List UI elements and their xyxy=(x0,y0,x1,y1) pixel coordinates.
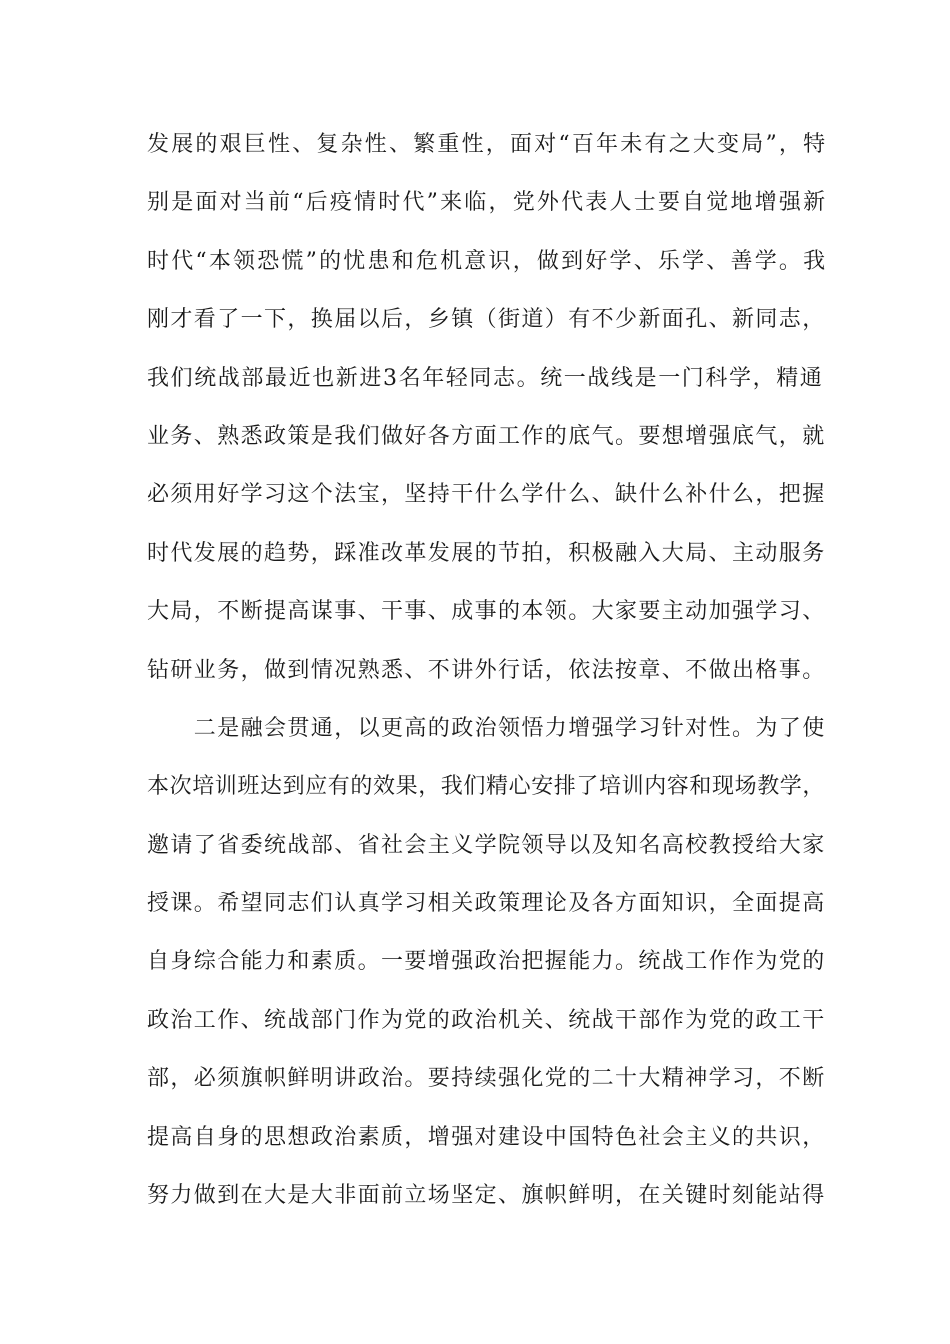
text-line: 政治工作、统战部门作为党的政治机关、统战干部作为党的政工干 xyxy=(147,1007,826,1033)
text-line: 时代发展的趋势，踩准改革发展的节拍，积极融入大局、主动服务 xyxy=(147,540,826,566)
paragraph-2 xyxy=(147,707,826,1233)
text-line: 自身综合能力和素质。一要增强政治把握能力。统战工作作为党的 xyxy=(147,949,826,975)
text-line: 时代“本领恐慌”的忧患和危机意识，做到好学、乐学、善学。我 xyxy=(147,248,828,274)
text-line: 刚才看了一下，换届以后，乡镇（街道）有不少新面孔、新同志， xyxy=(147,307,826,333)
text-line: 发展的艰巨性、复杂性、繁重性，面对“百年未有之大变局”，特 xyxy=(147,132,828,157)
text-line: 业务、熟悉政策是我们做好各方面工作的底气。要想增强底气，就 xyxy=(147,423,826,449)
text-line: 大局，不断提高谋事、干事、成事的本领。大家要主动加强学习、 xyxy=(147,599,826,625)
text-line: 钻研业务，做到情况熟悉、不讲外行话，依法按章、不做出格事。 xyxy=(147,657,826,683)
text-line: 别是面对当前“后疫情时代”来临，党外代表人士要自觉地增强新 xyxy=(147,190,828,216)
text-line: 本次培训班达到应有的效果，我们精心安排了培训内容和现场教学， xyxy=(147,774,826,800)
text-line: 提高自身的思想政治素质，增强对建设中国特色社会主义的共识， xyxy=(147,1124,826,1150)
text-line: 部，必须旗帜鲜明讲政治。要持续强化党的二十大精神学习，不断 xyxy=(147,1066,826,1092)
paragraph-1 xyxy=(147,123,828,707)
text-line: 必须用好学习这个法宝，坚持干什么学什么、缺什么补什么，把握 xyxy=(147,482,826,508)
document-body xyxy=(147,123,828,1232)
text-line: 二是融会贯通，以更高的政治领悟力增强学习针对性。为了使 xyxy=(147,715,826,741)
text-line: 授课。希望同志们认真学习相关政策理论及各方面知识，全面提高 xyxy=(147,891,826,917)
text-line: 我们统战部最近也新进3名年轻同志。统一战线是一门科学，精通 xyxy=(147,365,824,391)
text-line: 邀请了省委统战部、省社会主义学院领导以及知名高校教授给大家 xyxy=(147,832,826,858)
text-line: 努力做到在大是大非面前立场坚定、旗帜鲜明，在关键时刻能站得 xyxy=(147,1183,826,1209)
